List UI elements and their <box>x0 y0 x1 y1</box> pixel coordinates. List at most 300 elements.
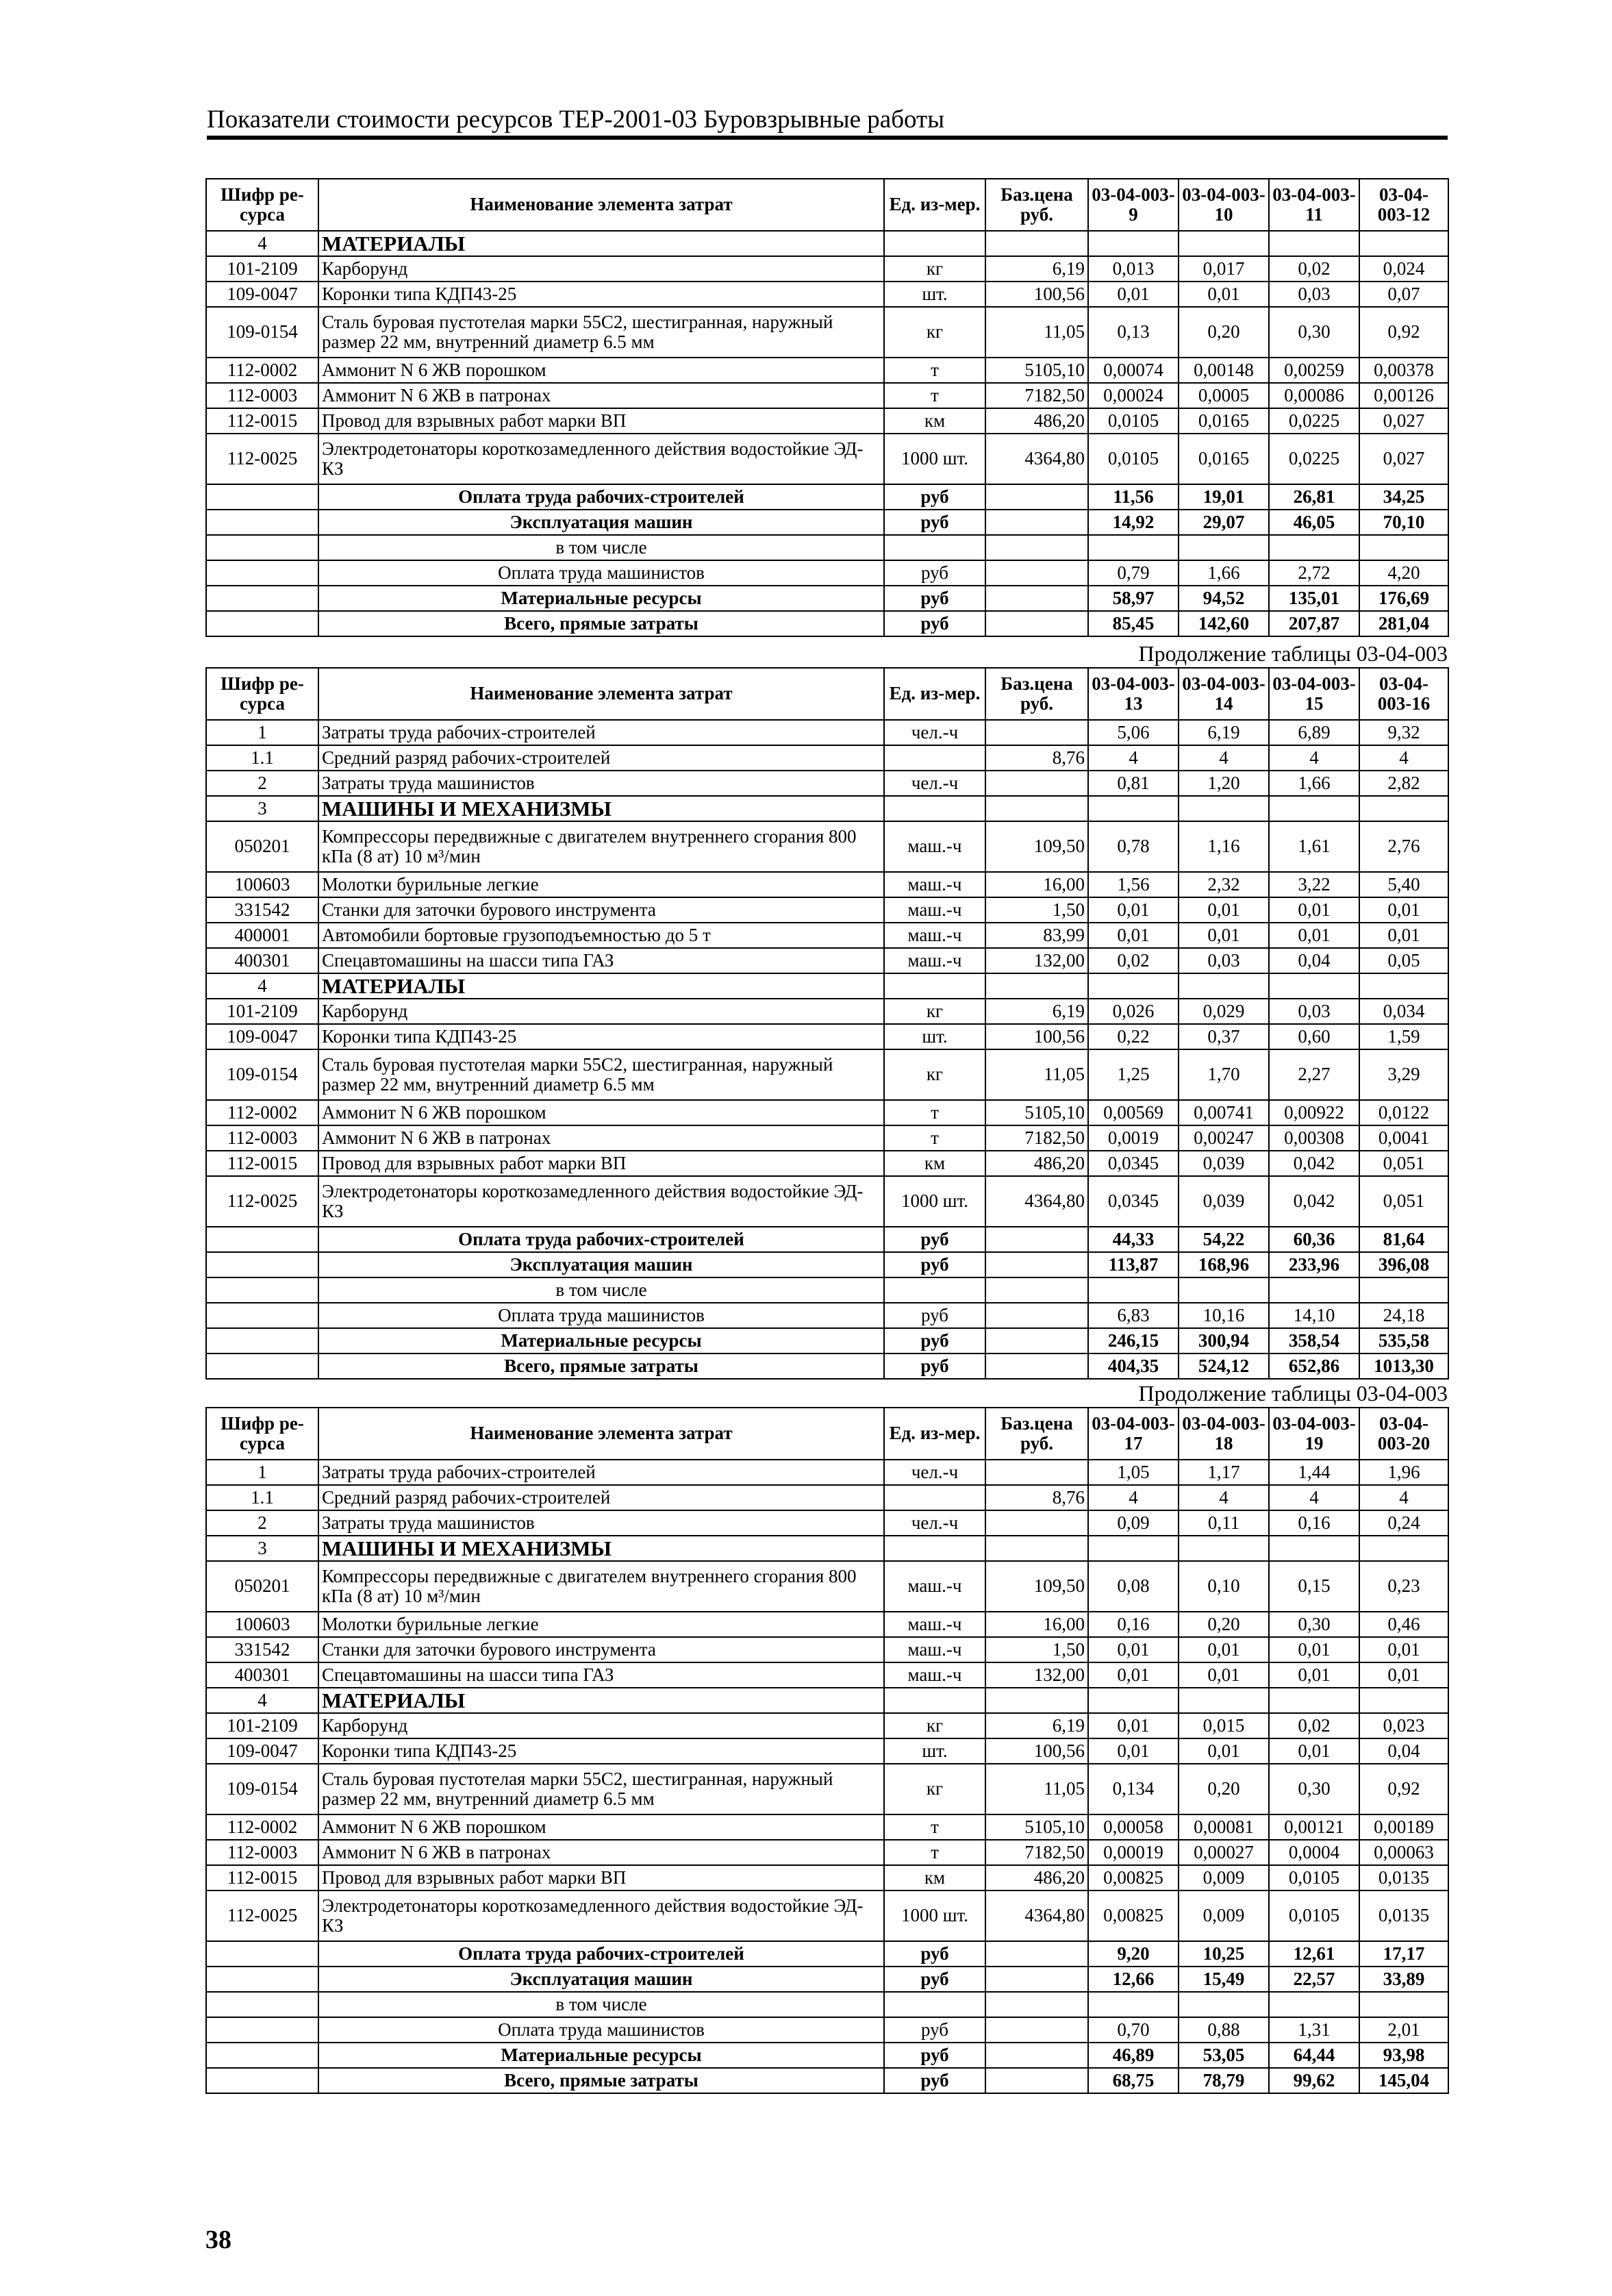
cell-unit <box>884 796 985 821</box>
summary-row <box>206 1277 1448 1303</box>
cell-price: 5105,10 <box>985 1100 1088 1125</box>
cell-code: 400301 <box>206 1662 318 1688</box>
cell-price <box>985 560 1088 586</box>
cell-name: Электродетонаторы короткозамедленного действия водостойкие ЭД-КЗ <box>318 1176 884 1227</box>
header-norm-code: 03-04-003-12 <box>1359 179 1448 231</box>
cell-value: 4 <box>1359 1485 1448 1510</box>
cell-price: 16,00 <box>985 1612 1088 1637</box>
cell-value: 0,00058 <box>1088 1814 1179 1840</box>
cell-unit: руб <box>884 1328 985 1353</box>
cell-value: 0,20 <box>1179 1764 1269 1814</box>
cell-price: 5105,10 <box>985 1814 1088 1840</box>
cell-value: 0,0004 <box>1269 1840 1359 1865</box>
cell-unit <box>884 535 985 560</box>
cell-value: 0,02 <box>1269 256 1359 282</box>
cell-name: Карборунд <box>318 1713 884 1738</box>
cell-name: Сталь буровая пустотелая марки 55С2, шестигранная, наружный размер 22 мм, внутренний диаметр 6.5 мм <box>318 1764 884 1814</box>
cell-value: 2,27 <box>1269 1049 1359 1100</box>
cell-price: 4364,80 <box>985 1891 1088 1941</box>
resource-table-1 <box>205 178 1449 637</box>
header-rule <box>207 136 1448 140</box>
cell-name: Аммонит N 6 ЖВ в патронах <box>318 383 884 408</box>
cell-value: 0,00063 <box>1359 1840 1448 1865</box>
cell-value <box>1088 231 1179 256</box>
table-row <box>206 256 1448 282</box>
cell-code <box>206 2043 318 2068</box>
cell-value: 1,16 <box>1179 821 1269 872</box>
cell-value: 1,70 <box>1179 1049 1269 1100</box>
header-norm-code: 03-04-003-19 <box>1269 1408 1359 1460</box>
table-row <box>206 1738 1448 1764</box>
cell-name: Материальные ресурсы <box>318 586 884 611</box>
cell-price <box>985 1252 1088 1277</box>
cell-name: Станки для заточки бурового инструмента <box>318 897 884 923</box>
cell-value: 14,10 <box>1269 1303 1359 1328</box>
cell-value: 5,06 <box>1088 720 1179 745</box>
cell-unit: маш.-ч <box>884 1637 985 1662</box>
cell-value: 0,24 <box>1359 1510 1448 1536</box>
cell-value: 0,00825 <box>1088 1865 1179 1891</box>
cell-value: 1013,30 <box>1359 1353 1448 1379</box>
cell-value <box>1179 1688 1269 1713</box>
page-title: Показатели стоимости ресурсов ТЕР-2001-03 Буровзрывные работы <box>207 105 945 134</box>
cell-unit: маш.-ч <box>884 872 985 897</box>
cell-value: 24,18 <box>1359 1303 1448 1328</box>
cell-value: 10,16 <box>1179 1303 1269 1328</box>
cell-price: 7182,50 <box>985 1840 1088 1865</box>
table-row <box>206 1100 1448 1125</box>
cell-value <box>1359 796 1448 821</box>
cell-value: 0,01 <box>1088 1713 1179 1738</box>
table-row <box>206 897 1448 923</box>
cell-value: 0,00569 <box>1088 1100 1179 1125</box>
cell-name: в том числе <box>318 1992 884 2017</box>
table-row <box>206 923 1448 948</box>
cell-value: 2,72 <box>1269 560 1359 586</box>
cell-value <box>1359 231 1448 256</box>
cell-value: 19,01 <box>1179 484 1269 510</box>
cell-value: 2,82 <box>1359 771 1448 796</box>
cell-value: 0,042 <box>1269 1151 1359 1176</box>
cell-value: 64,44 <box>1269 2043 1359 2068</box>
cell-name: Затраты труда машинистов <box>318 1510 884 1536</box>
cell-value: 0,01 <box>1088 897 1179 923</box>
cell-value: 168,96 <box>1179 1252 1269 1277</box>
cell-name: Средний разряд рабочих-строителей <box>318 1485 884 1510</box>
cell-value: 0,92 <box>1359 307 1448 358</box>
header-norm-code: 03-04-003-11 <box>1269 179 1359 231</box>
summary-row <box>206 586 1448 611</box>
cell-price: 11,05 <box>985 1764 1088 1814</box>
cell-value: 0,029 <box>1179 999 1269 1024</box>
cell-price <box>985 586 1088 611</box>
cell-value: 0,01 <box>1179 1637 1269 1662</box>
cell-name: Молотки бурильные легкие <box>318 872 884 897</box>
cell-code <box>206 1941 318 1967</box>
cell-value: 0,01 <box>1269 1738 1359 1764</box>
cell-unit: кг <box>884 999 985 1024</box>
cell-value <box>1359 535 1448 560</box>
cell-unit: руб <box>884 560 985 586</box>
cell-name: Затраты труда рабочих-строителей <box>318 720 884 745</box>
cell-value: 0,22 <box>1088 1024 1179 1049</box>
cell-value <box>1179 1536 1269 1561</box>
cell-value <box>1179 796 1269 821</box>
cell-name: Компрессоры передвижные с двигателем внутреннего сгорания 800 кПа (8 ат) 10 м³/мин <box>318 821 884 872</box>
cell-price <box>985 1536 1088 1561</box>
cell-value: 404,35 <box>1088 1353 1179 1379</box>
summary-row <box>206 1328 1448 1353</box>
cell-name: Коронки типа КДП43-25 <box>318 1024 884 1049</box>
table-row <box>206 948 1448 973</box>
header-unit: Ед. из-мер. <box>884 668 985 720</box>
cell-value: 0,00259 <box>1269 358 1359 383</box>
cell-code <box>206 2068 318 2093</box>
cell-value: 0,01 <box>1269 1637 1359 1662</box>
cell-code <box>206 2017 318 2043</box>
cell-value: 0,07 <box>1359 282 1448 307</box>
header-code: Шифр ре-сурса <box>206 668 318 720</box>
cell-value: 0,16 <box>1269 1510 1359 1536</box>
cell-value: 6,19 <box>1179 720 1269 745</box>
cell-code <box>206 1277 318 1303</box>
summary-row <box>206 1941 1448 1967</box>
cell-value: 14,92 <box>1088 510 1179 535</box>
cell-value: 1,17 <box>1179 1460 1269 1485</box>
cell-name: Аммонит N 6 ЖВ порошком <box>318 1814 884 1840</box>
cell-value: 0,01 <box>1179 1662 1269 1688</box>
cell-code <box>206 1303 318 1328</box>
cell-name: Электродетонаторы короткозамедленного действия водостойкие ЭД-КЗ <box>318 1891 884 1941</box>
cell-value: 1,05 <box>1088 1460 1179 1485</box>
cell-value <box>1088 535 1179 560</box>
cell-value: 0,027 <box>1359 408 1448 434</box>
cell-value: 1,61 <box>1269 821 1359 872</box>
cell-value: 70,10 <box>1359 510 1448 535</box>
cell-value: 0,0019 <box>1088 1125 1179 1151</box>
cell-value: 53,05 <box>1179 2043 1269 2068</box>
cell-value: 0,0165 <box>1179 434 1269 484</box>
summary-row <box>206 1303 1448 1328</box>
cell-price: 8,76 <box>985 1485 1088 1510</box>
cell-value: 0,01 <box>1179 923 1269 948</box>
cell-unit: руб <box>884 2068 985 2093</box>
cell-value: 0,30 <box>1269 1764 1359 1814</box>
cell-name: Аммонит N 6 ЖВ порошком <box>318 358 884 383</box>
cell-price: 4364,80 <box>985 434 1088 484</box>
table-row <box>206 1151 1448 1176</box>
table-row <box>206 1865 1448 1891</box>
cell-unit <box>884 745 985 771</box>
cell-value: 0,0135 <box>1359 1865 1448 1891</box>
cell-value <box>1179 535 1269 560</box>
cell-value: 0,04 <box>1359 1738 1448 1764</box>
cell-value: 0,00148 <box>1179 358 1269 383</box>
cell-unit: руб <box>884 2043 985 2068</box>
cell-price: 132,00 <box>985 1662 1088 1688</box>
cell-price: 1,50 <box>985 1637 1088 1662</box>
cell-unit: т <box>884 1125 985 1151</box>
cell-value: 652,86 <box>1269 1353 1359 1379</box>
cell-unit: 1000 шт. <box>884 1176 985 1227</box>
cell-unit: маш.-ч <box>884 1561 985 1612</box>
table-row <box>206 1176 1448 1227</box>
cell-unit: маш.-ч <box>884 923 985 948</box>
cell-value <box>1179 1277 1269 1303</box>
table-row <box>206 1049 1448 1100</box>
cell-value: 60,36 <box>1269 1227 1359 1252</box>
cell-value: 0,015 <box>1179 1713 1269 1738</box>
resource-table-2 <box>205 667 1449 1380</box>
cell-code: 109-0154 <box>206 307 318 358</box>
header-price: Баз.цена руб. <box>985 1408 1088 1460</box>
cell-name: Молотки бурильные легкие <box>318 1612 884 1637</box>
cell-value: 2,01 <box>1359 2017 1448 2043</box>
table-header-row <box>206 668 1448 720</box>
cell-value: 3,29 <box>1359 1049 1448 1100</box>
section-row <box>206 231 1448 256</box>
cell-unit: маш.-ч <box>884 948 985 973</box>
cell-value: 0,00019 <box>1088 1840 1179 1865</box>
cell-name: Карборунд <box>318 999 884 1024</box>
cell-value: 0,024 <box>1359 256 1448 282</box>
cell-price: 11,05 <box>985 307 1088 358</box>
cell-value <box>1179 973 1269 999</box>
cell-value: 6,89 <box>1269 720 1359 745</box>
cell-name: Карборунд <box>318 256 884 282</box>
cell-value: 10,25 <box>1179 1941 1269 1967</box>
cell-value: 0,027 <box>1359 434 1448 484</box>
cell-value: 0,30 <box>1269 307 1359 358</box>
cell-unit: шт. <box>884 1738 985 1764</box>
cell-value: 1,66 <box>1179 560 1269 586</box>
cell-name: Всего, прямые затраты <box>318 1353 884 1379</box>
table-row <box>206 282 1448 307</box>
cell-code <box>206 535 318 560</box>
cell-value: 0,00741 <box>1179 1100 1269 1125</box>
summary-row <box>206 1353 1448 1379</box>
cell-value: 0,02 <box>1269 1713 1359 1738</box>
table-header-row <box>206 179 1448 231</box>
cell-price <box>985 973 1088 999</box>
table-row <box>206 821 1448 872</box>
cell-value: 0,01 <box>1269 897 1359 923</box>
cell-value: 0,60 <box>1269 1024 1359 1049</box>
cell-code <box>206 484 318 510</box>
cell-value <box>1088 1688 1179 1713</box>
cell-price: 6,19 <box>985 999 1088 1024</box>
cell-value: 0,0105 <box>1269 1891 1359 1941</box>
summary-row <box>206 1227 1448 1252</box>
cell-name: МАШИНЫ И МЕХАНИЗМЫ <box>318 796 884 821</box>
cell-value: 0,03 <box>1269 999 1359 1024</box>
cell-value <box>1269 1688 1359 1713</box>
cell-value: 6,83 <box>1088 1303 1179 1328</box>
table-row <box>206 1814 1448 1840</box>
cell-value: 207,87 <box>1269 611 1359 636</box>
cell-unit: руб <box>884 1967 985 1992</box>
cell-unit <box>884 973 985 999</box>
cell-unit: кг <box>884 1713 985 1738</box>
cell-value: 0,026 <box>1088 999 1179 1024</box>
table-row <box>206 1485 1448 1510</box>
cell-code: 4 <box>206 231 318 256</box>
summary-row <box>206 611 1448 636</box>
cell-value <box>1269 535 1359 560</box>
cell-value: 0,009 <box>1179 1865 1269 1891</box>
cell-code: 112-0015 <box>206 1865 318 1891</box>
cell-value <box>1359 1688 1448 1713</box>
cell-value: 4,20 <box>1359 560 1448 586</box>
cell-unit: 1000 шт. <box>884 1891 985 1941</box>
cell-value: 0,0122 <box>1359 1100 1448 1125</box>
header-name: Наименование элемента затрат <box>318 1408 884 1460</box>
cell-value: 0,13 <box>1088 307 1179 358</box>
cell-name: Эксплуатация машин <box>318 1967 884 1992</box>
cell-value: 0,70 <box>1088 2017 1179 2043</box>
cell-unit: маш.-ч <box>884 1662 985 1688</box>
cell-value: 0,03 <box>1179 948 1269 973</box>
cell-code: 101-2109 <box>206 999 318 1024</box>
cell-price: 7182,50 <box>985 383 1088 408</box>
section-row <box>206 1688 1448 1713</box>
cell-code: 100603 <box>206 1612 318 1637</box>
cell-value <box>1359 1992 1448 2017</box>
cell-code: 109-0047 <box>206 1738 318 1764</box>
cell-price <box>985 1967 1088 1992</box>
cell-value: 1,66 <box>1269 771 1359 796</box>
cell-price: 100,56 <box>985 1024 1088 1049</box>
cell-value: 54,22 <box>1179 1227 1269 1252</box>
cell-code: 4 <box>206 1688 318 1713</box>
cell-value: 4 <box>1088 1485 1179 1510</box>
cell-unit: маш.-ч <box>884 821 985 872</box>
resource-table-3 <box>205 1407 1449 2094</box>
cell-value: 15,49 <box>1179 1967 1269 1992</box>
cell-price <box>985 1941 1088 1967</box>
summary-row <box>206 560 1448 586</box>
summary-row <box>206 2043 1448 2068</box>
header-price: Баз.цена руб. <box>985 179 1088 231</box>
table-row <box>206 358 1448 383</box>
summary-row <box>206 2017 1448 2043</box>
cell-code: 112-0002 <box>206 1814 318 1840</box>
cell-value: 94,52 <box>1179 586 1269 611</box>
cell-code <box>206 1992 318 2017</box>
cell-value: 0,01 <box>1359 923 1448 948</box>
cell-value: 29,07 <box>1179 510 1269 535</box>
cell-value: 2,32 <box>1179 872 1269 897</box>
cell-name: Сталь буровая пустотелая марки 55С2, шестигранная, наружный размер 22 мм, внутренний диаметр 6.5 мм <box>318 307 884 358</box>
cell-value: 1,44 <box>1269 1460 1359 1485</box>
table-row <box>206 745 1448 771</box>
cell-unit: км <box>884 1865 985 1891</box>
cell-value: 0,051 <box>1359 1176 1448 1227</box>
cell-value: 0,16 <box>1088 1612 1179 1637</box>
summary-row <box>206 1252 1448 1277</box>
cell-value: 0,0041 <box>1359 1125 1448 1151</box>
cell-code: 112-0003 <box>206 1125 318 1151</box>
cell-value: 1,25 <box>1088 1049 1179 1100</box>
cell-price: 100,56 <box>985 282 1088 307</box>
cell-value: 0,46 <box>1359 1612 1448 1637</box>
cell-name: Провод для взрывных работ марки ВП <box>318 1865 884 1891</box>
cell-value: 26,81 <box>1269 484 1359 510</box>
cell-value: 0,01 <box>1359 897 1448 923</box>
cell-unit <box>884 231 985 256</box>
cell-price <box>985 535 1088 560</box>
cell-value: 0,01 <box>1179 282 1269 307</box>
cell-value: 2,76 <box>1359 821 1448 872</box>
cell-code: 2 <box>206 1510 318 1536</box>
header-norm-code: 03-04-003-16 <box>1359 668 1448 720</box>
cell-value: 4 <box>1269 1485 1359 1510</box>
cell-price: 7182,50 <box>985 1125 1088 1151</box>
cell-unit: т <box>884 358 985 383</box>
cell-value <box>1088 1992 1179 2017</box>
cell-name: в том числе <box>318 535 884 560</box>
table-row <box>206 1891 1448 1941</box>
cell-price <box>985 1460 1088 1485</box>
cell-price <box>985 771 1088 796</box>
cell-value: 0,0345 <box>1088 1176 1179 1227</box>
cell-value: 0,00922 <box>1269 1100 1359 1125</box>
cell-name: МАШИНЫ И МЕХАНИЗМЫ <box>318 1536 884 1561</box>
cell-name: Провод для взрывных работ марки ВП <box>318 408 884 434</box>
cell-value: 0,00086 <box>1269 383 1359 408</box>
cell-unit: чел.-ч <box>884 1510 985 1536</box>
cell-price <box>985 796 1088 821</box>
cell-price: 1,50 <box>985 897 1088 923</box>
cell-code: 109-0047 <box>206 282 318 307</box>
cell-value: 58,97 <box>1088 586 1179 611</box>
cell-value <box>1269 231 1359 256</box>
cell-unit: маш.-ч <box>884 1612 985 1637</box>
cell-price <box>985 1353 1088 1379</box>
cell-unit: км <box>884 408 985 434</box>
section-row <box>206 796 1448 821</box>
cell-value: 44,33 <box>1088 1227 1179 1252</box>
cell-unit: т <box>884 1814 985 1840</box>
cell-value: 22,57 <box>1269 1967 1359 1992</box>
cell-price: 109,50 <box>985 1561 1088 1612</box>
cell-value: 0,23 <box>1359 1561 1448 1612</box>
cell-value: 99,62 <box>1269 2068 1359 2093</box>
cell-unit: кг <box>884 1049 985 1100</box>
cell-price <box>985 720 1088 745</box>
cell-value: 0,30 <box>1269 1612 1359 1637</box>
cell-unit <box>884 1485 985 1510</box>
cell-value: 0,042 <box>1269 1176 1359 1227</box>
cell-value: 0,37 <box>1179 1024 1269 1049</box>
table-row <box>206 383 1448 408</box>
cell-value <box>1269 973 1359 999</box>
cell-value: 11,56 <box>1088 484 1179 510</box>
cell-value: 0,0005 <box>1179 383 1269 408</box>
cell-unit: руб <box>884 1227 985 1252</box>
cell-value <box>1179 1992 1269 2017</box>
cell-value <box>1359 973 1448 999</box>
cell-value: 0,09 <box>1088 1510 1179 1536</box>
cell-unit: руб <box>884 1303 985 1328</box>
cell-value: 1,59 <box>1359 1024 1448 1049</box>
cell-name: Автомобили бортовые грузоподъемностью до 5 т <box>318 923 884 948</box>
cell-name: МАТЕРИАЛЫ <box>318 231 884 256</box>
header-unit: Ед. из-мер. <box>884 179 985 231</box>
cell-value <box>1269 796 1359 821</box>
cell-value: 0,0165 <box>1179 408 1269 434</box>
cell-price <box>985 231 1088 256</box>
